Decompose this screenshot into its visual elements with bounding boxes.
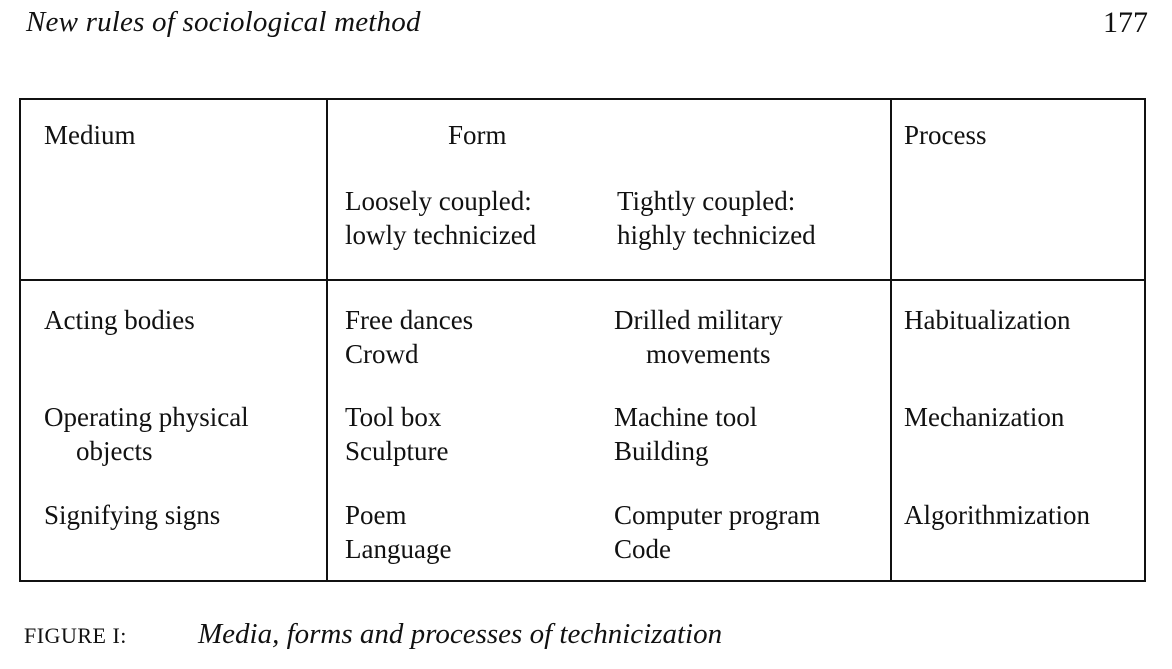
cell-loose-operating-objects [345,400,448,468]
subheader-tight-line: Tightly coupled: [617,186,796,216]
cell-loose-line: Poem [345,500,407,530]
cell-tight-line: Machine tool [614,402,758,432]
cell-medium-operating-objects [44,400,249,468]
column-header-medium: Medium [44,120,136,150]
cell-process-mechanization: Mechanization [904,402,1065,432]
page-number: 177 [1103,6,1148,39]
figure-table [19,98,1146,582]
cell-tight-line: movements [646,339,771,369]
subheader-loosely-coupled [345,184,536,252]
figure-caption-label: FIGURE I: [24,623,127,648]
cell-loose-line: Tool box [345,402,442,432]
figure-caption [24,618,722,651]
column-header-process: Process [904,120,987,150]
cell-process-habitualization: Habitualization [904,305,1071,335]
running-head-title: New rules of sociological method [26,6,421,38]
column-divider-process [890,100,892,580]
cell-loose-line: Language [345,534,452,564]
cell-medium-line: Operating physical [44,402,249,432]
cell-loose-line: Crowd [345,339,419,369]
cell-tight-acting-bodies [614,303,783,371]
cell-loose-line: Sculpture [345,436,449,466]
cell-medium-line: objects [76,436,153,466]
cell-loose-acting-bodies [345,303,473,371]
cell-tight-line: Drilled military [614,305,783,335]
cell-tight-line: Building [614,436,709,466]
subheader-tight-line: highly technicized [617,220,816,250]
subheader-loose-line: Loosely coupled: [345,186,532,216]
subheader-tightly-coupled [617,184,816,252]
column-header-form: Form [448,120,507,150]
cell-process-algorithmization: Algorithmization [904,500,1090,530]
cell-medium-line: Signifying signs [44,500,221,530]
cell-loose-signifying-signs [345,498,451,566]
subheader-loose-line: lowly technicized [345,220,537,250]
cell-medium-acting-bodies [44,303,195,337]
figure-caption-title: Media, forms and processes of technicization [198,618,723,650]
cell-medium-signifying-signs [44,498,220,532]
cell-tight-line: Computer program [614,500,821,530]
cell-tight-operating-objects [614,400,757,468]
cell-tight-signifying-signs [614,498,820,566]
column-divider-form [326,100,328,580]
cell-medium-line: Acting bodies [44,305,195,335]
header-divider [21,279,1144,281]
cell-tight-line: Code [614,534,671,564]
cell-loose-line: Free dances [345,305,474,335]
